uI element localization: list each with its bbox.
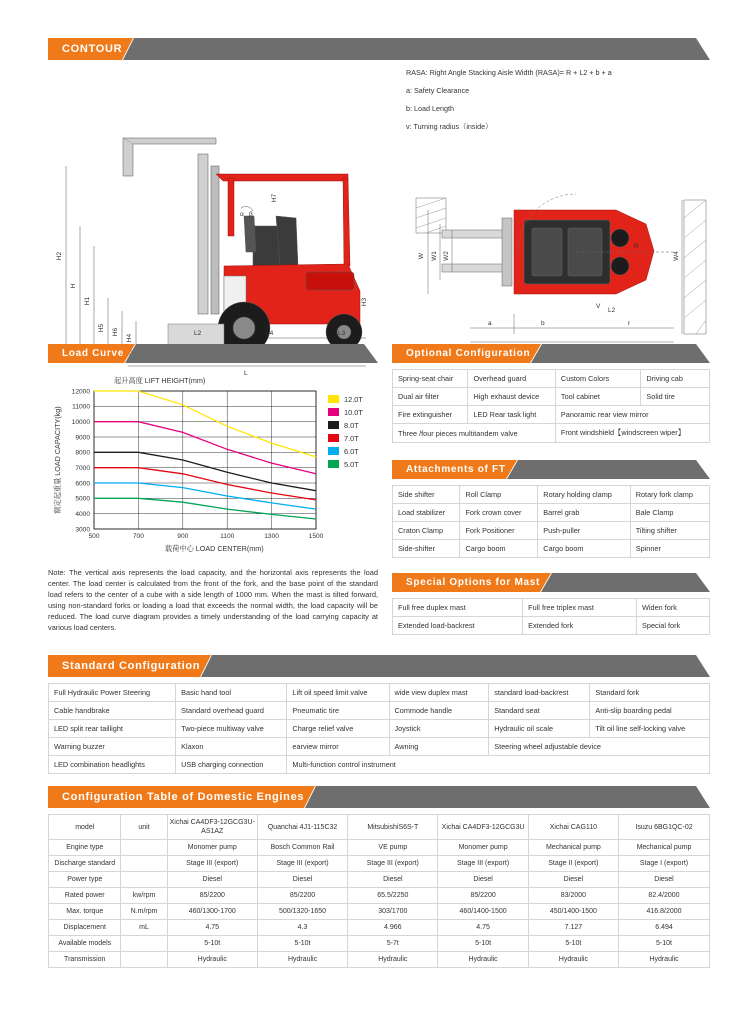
standard-config-cell: Two-piece multiway valve — [176, 720, 287, 738]
engine-cell: 5-10t — [619, 936, 710, 952]
svg-text:L4: L4 — [266, 330, 274, 337]
attachments-header-label: Attachments of FT — [392, 460, 506, 479]
y-tick-label: 9000 — [75, 434, 90, 442]
attachment-cell: Load stabilizer — [393, 504, 460, 522]
engine-column-header: Quanchai 4J1-115C32 — [257, 815, 347, 840]
engine-row-label: Rated power — [49, 888, 121, 904]
svg-text:H6: H6 — [112, 327, 119, 337]
table-row — [49, 738, 710, 756]
engine-cell: Stage III (export) — [438, 856, 528, 872]
rasa-line-3: v: Turning radius（inside） — [406, 122, 493, 131]
engine-cell: Mechanical pump — [619, 840, 710, 856]
engine-cell: 460/1400-1500 — [438, 904, 528, 920]
standard-config-cell: USB charging connection — [176, 756, 287, 774]
standard-table — [48, 683, 710, 774]
svg-text:H1: H1 — [84, 296, 91, 306]
svg-text:W4: W4 — [673, 251, 680, 261]
svg-text:R: R — [634, 243, 639, 250]
contour-section — [48, 38, 710, 377]
engine-table-section — [48, 786, 710, 968]
engine-cell: Diesel — [438, 872, 528, 888]
engine-cell: 7.127 — [528, 920, 618, 936]
contour-side-view — [48, 66, 398, 377]
standard-config-cell: LED split rear taillight — [49, 720, 176, 738]
attachment-cell: Rotary fork clamp — [630, 486, 709, 504]
attachments-section — [392, 460, 710, 558]
table-row — [393, 599, 710, 617]
engine-table — [48, 814, 710, 968]
engine-cell: 5-7t — [348, 936, 438, 952]
attachment-cell: Craton Clamp — [393, 522, 460, 540]
optional-cell: Solid tire — [641, 388, 710, 406]
table-row — [49, 952, 710, 968]
legend-label: 8.0T — [344, 421, 359, 430]
attachment-cell: Tilting shifter — [630, 522, 709, 540]
svg-text:W: W — [418, 252, 425, 260]
chart-plot-area — [94, 391, 316, 529]
mast-option-cell: Full free triplex mast — [523, 599, 637, 617]
engine-cell: Hydraulic — [348, 952, 438, 968]
engine-cell: 303/1700 — [348, 904, 438, 920]
svg-text:H3: H3 — [361, 297, 368, 307]
legend-swatch — [328, 421, 339, 429]
optional-header-label: Optional Configuration — [392, 344, 530, 363]
header-grey-wedge — [518, 460, 710, 479]
mast-table — [392, 598, 710, 635]
engine-column-header: Isuzu 6BG1QC-02 — [619, 815, 710, 840]
table-row — [393, 424, 710, 443]
svg-text:b: b — [541, 320, 545, 327]
y-tick-label: 10000 — [71, 419, 90, 427]
attachment-cell: Cargo boom — [538, 540, 630, 558]
engine-row-label: Max. torque — [49, 904, 121, 920]
table-header-row — [49, 815, 710, 840]
standard-config-cell: Warning buzzer — [49, 738, 176, 756]
x-tick-label: 700 — [132, 533, 144, 540]
attachment-cell: Cargo boom — [460, 540, 538, 558]
attachment-cell: Bale Clamp — [630, 504, 709, 522]
standard-configuration-section — [48, 655, 710, 774]
svg-text:L3: L3 — [338, 330, 346, 337]
svg-text:L2: L2 — [608, 307, 616, 314]
table-row — [49, 684, 710, 702]
engine-cell: 85/2200 — [257, 888, 347, 904]
engine-cell: 4.75 — [167, 920, 257, 936]
header-grey-wedge — [316, 786, 710, 808]
engine-cell: 5-10t — [438, 936, 528, 952]
mast-options-section — [392, 573, 710, 635]
standard-config-cell: Awning — [389, 738, 489, 756]
standard-config-cell: Steering wheel adjustable device — [489, 738, 710, 756]
table-row — [393, 370, 710, 388]
engines-header-label: Configuration Table of Domestic Engines — [48, 786, 304, 808]
engine-row-label: Displacement — [49, 920, 121, 936]
engine-cell: 460/1300-1700 — [167, 904, 257, 920]
rasa-line-2: b: Load Length — [406, 104, 454, 113]
standard-header — [48, 655, 710, 677]
engine-column-header: model — [49, 815, 121, 840]
svg-text:V: V — [596, 303, 601, 310]
standard-config-cell: Pneumatic tire — [287, 702, 389, 720]
standard-config-cell: wide view duplex mast — [389, 684, 489, 702]
svg-text:H5: H5 — [98, 323, 105, 333]
table-row — [49, 888, 710, 904]
engine-cell: 450/1400-1500 — [528, 904, 618, 920]
legend-swatch — [328, 408, 339, 416]
chart-xlabel: 载荷中心 LOAD CENTER(mm) — [165, 544, 264, 553]
attachment-cell: Barrel grab — [538, 504, 630, 522]
y-tick-label: 8000 — [75, 449, 90, 457]
engine-cell: Stage III (export) — [257, 856, 347, 872]
engine-cell: 85/2200 — [438, 888, 528, 904]
mast-option-cell: Extended load-backrest — [393, 617, 523, 635]
engine-row-label: Power type — [49, 872, 121, 888]
optional-cell: LED Rear task light — [468, 406, 555, 424]
load-curve-header — [48, 344, 378, 363]
standard-config-cell: Klaxon — [176, 738, 287, 756]
engine-cell: 416.8/2000 — [619, 904, 710, 920]
standard-config-cell: Standard seat — [489, 702, 590, 720]
optional-cell: Driving cab — [641, 370, 710, 388]
optional-cell: Panoramic rear view mirror — [555, 406, 709, 424]
svg-text:H: H — [70, 283, 77, 289]
table-row — [393, 617, 710, 635]
standard-config-cell: Charge relief valve — [287, 720, 389, 738]
rasa-line-1: a: Safety Clearance — [406, 86, 470, 95]
table-row — [49, 720, 710, 738]
header-grey-wedge — [542, 344, 710, 363]
optional-cell: Three /four pieces multitandem valve — [393, 424, 556, 443]
engine-cell: Hydraulic — [619, 952, 710, 968]
svg-text:W2: W2 — [443, 251, 450, 261]
rasa-note — [406, 66, 718, 134]
engine-column-header: MitsubishiS6S-T — [348, 815, 438, 840]
engine-column-header: Xichai CA4DF3-12GCG3U — [438, 815, 528, 840]
standard-config-cell: Anti-slip boarding pedal — [590, 702, 710, 720]
standard-config-cell: Basic hand tool — [176, 684, 287, 702]
chart-title: 起升高度 LIFT HEIGHT(mm) — [114, 376, 206, 385]
y-tick-label: 11000 — [72, 403, 90, 411]
legend-swatch — [328, 460, 339, 468]
y-tick-label: 7000 — [75, 465, 90, 473]
table-row — [49, 702, 710, 720]
optional-cell: High exhaust device — [468, 388, 555, 406]
table-row — [393, 388, 710, 406]
engine-cell: Monomer pump — [438, 840, 528, 856]
attachment-cell: Roll Clamp — [460, 486, 538, 504]
svg-text:r: r — [628, 320, 631, 327]
engine-row-label: Engine type — [49, 840, 121, 856]
standard-config-cell: Tilt oil line self-locking valve — [590, 720, 710, 738]
attachments-header — [392, 460, 710, 479]
standard-config-cell: LED combination headlights — [49, 756, 176, 774]
attachment-cell: Side shifter — [393, 486, 460, 504]
optional-cell: Overhead guard — [468, 370, 555, 388]
engine-column-header: Xichai CA4DF3-12GCG3U-AS1AZ — [167, 815, 257, 840]
engine-cell: Stage III (export) — [167, 856, 257, 872]
table-row — [393, 486, 710, 504]
table-row — [393, 504, 710, 522]
optional-cell: Custom Colors — [555, 370, 641, 388]
y-tick-label: 6000 — [75, 480, 90, 488]
standard-config-cell: Lift oil speed limit valve — [287, 684, 389, 702]
engine-cell: 5-10t — [167, 936, 257, 952]
svg-text:a: a — [488, 320, 492, 327]
standard-config-cell: Standard fork — [590, 684, 710, 702]
attachment-cell: Fork crown cover — [460, 504, 538, 522]
standard-config-cell: Hydraulic oil scale — [489, 720, 590, 738]
table-row — [393, 406, 710, 424]
svg-text:L2: L2 — [194, 330, 202, 337]
svg-text:β: β — [249, 211, 253, 218]
engine-row-unit — [121, 872, 167, 888]
load-curve-note: Note: The vertical axis represents the load capacity, and the horizontal axis represents the load center. The load center is calculated from the front of the fork, and the base point of the standard load refers to the center of a cube with a side length of 1000 mm. When the mast is tilted forward, using non-standard forks or loading a load that exceeds the normal width, the load capacity will be reduced. The load curve diagram provides a timely understanding of the load carrying capacity at various load centers. — [48, 568, 378, 632]
engine-cell: 5-10t — [257, 936, 347, 952]
legend-label: 6.0T — [344, 447, 359, 456]
standard-config-cell: standard load-backrest — [489, 684, 590, 702]
mast-header — [392, 573, 710, 592]
engine-cell: Diesel — [348, 872, 438, 888]
engine-cell: Hydraulic — [167, 952, 257, 968]
svg-text:H7: H7 — [271, 193, 278, 203]
standard-config-cell: Commode handle — [389, 702, 489, 720]
legend-label: 12.0T — [344, 395, 363, 404]
mast-option-cell: Full free duplex mast — [393, 599, 523, 617]
standard-config-cell: Joystick — [389, 720, 489, 738]
mast-option-cell: Extended fork — [523, 617, 637, 635]
engine-cell: 4.75 — [438, 920, 528, 936]
legend-label: 7.0T — [344, 434, 359, 443]
mast-option-cell: Special fork — [637, 617, 710, 635]
engine-cell: Diesel — [528, 872, 618, 888]
standard-header-label: Standard Configuration — [48, 655, 200, 677]
chart-ylabel: 额定起重量 LOAD CAPACITY(kg) — [53, 406, 62, 514]
engine-cell: 4.3 — [257, 920, 347, 936]
engine-cell: Monomer pump — [167, 840, 257, 856]
attachment-cell: Rotary holding clamp — [538, 486, 630, 504]
engine-row-unit — [121, 936, 167, 952]
engine-column-header: unit — [121, 815, 167, 840]
attachment-cell: Side-shifter — [393, 540, 460, 558]
mast-option-cell: Widen fork — [637, 599, 710, 617]
table-row — [49, 840, 710, 856]
legend-label: 5.0T — [344, 460, 359, 469]
standard-config-cell: Full Hydraulic Power Steering — [49, 684, 176, 702]
engine-cell: Bosch Common Rail — [257, 840, 347, 856]
standard-config-cell: earview mirror — [287, 738, 389, 756]
engine-cell: 5-10t — [528, 936, 618, 952]
engine-cell: 83/2000 — [528, 888, 618, 904]
legend-label: 10.0T — [344, 408, 363, 417]
engine-cell: 85/2200 — [167, 888, 257, 904]
contour-body — [48, 66, 710, 377]
attachment-cell: Fork Positioner — [460, 522, 538, 540]
attachment-cell: Push-puller — [538, 522, 630, 540]
header-grey-wedge — [136, 344, 378, 363]
engine-cell: Stage I (export) — [619, 856, 710, 872]
engine-cell: 6.494 — [619, 920, 710, 936]
contour-header — [48, 38, 710, 60]
legend-swatch — [328, 447, 339, 455]
standard-config-cell: Multi-function control instrument — [287, 756, 710, 774]
table-row — [49, 872, 710, 888]
engine-row-unit — [121, 856, 167, 872]
optional-configuration-section — [392, 344, 710, 443]
svg-text:H4: H4 — [126, 333, 133, 343]
table-row — [393, 540, 710, 558]
optional-header — [392, 344, 710, 363]
optional-table — [392, 369, 710, 443]
legend-swatch — [328, 395, 339, 403]
mast-header-label: Special Options for Mast — [392, 573, 540, 592]
optional-cell: Fire extinguisher — [393, 406, 468, 424]
standard-config-cell: Cable handbrake — [49, 702, 176, 720]
header-grey-wedge — [134, 38, 710, 60]
svg-text:L: L — [244, 370, 248, 377]
engine-row-unit: N.m/rpm — [121, 904, 167, 920]
attachment-cell: Spinner — [630, 540, 709, 558]
engine-cell: Hydraulic — [438, 952, 528, 968]
load-curve-section — [48, 344, 378, 633]
optional-cell: Tool cabinet — [555, 388, 641, 406]
y-tick-label: 4000 — [75, 511, 90, 519]
optional-cell: Spring-seat chair — [393, 370, 468, 388]
engine-row-label: Discharge standard — [49, 856, 121, 872]
engine-row-unit — [121, 952, 167, 968]
x-tick-label: 1100 — [220, 533, 235, 540]
engine-cell: Stage III (export) — [348, 856, 438, 872]
optional-cell: Front windshield【windscreen wiper】 — [555, 424, 709, 443]
engine-row-unit: mL — [121, 920, 167, 936]
svg-text:W1: W1 — [431, 251, 438, 261]
contour-top-view — [398, 66, 718, 356]
rasa-line-0: RASA: Right Angle Stacking Aisle Width (RASA)= R + L2 + b + a — [406, 68, 612, 77]
load-curve-header-label: Load Curve — [48, 344, 124, 363]
engine-row-unit — [121, 840, 167, 856]
engine-cell: 65.5/2250 — [348, 888, 438, 904]
legend-swatch — [328, 434, 339, 442]
x-tick-label: 1300 — [264, 533, 279, 540]
engines-header — [48, 786, 710, 808]
y-tick-label: 12000 — [71, 388, 90, 396]
engine-column-header: Xichai CAG110 — [528, 815, 618, 840]
engine-cell: Mechanical pump — [528, 840, 618, 856]
engine-cell: VE pump — [348, 840, 438, 856]
standard-config-cell: Standard overhead guard — [176, 702, 287, 720]
optional-cell: Dual air filter — [393, 388, 468, 406]
engine-cell: Diesel — [257, 872, 347, 888]
table-row — [49, 904, 710, 920]
engine-row-label: Available models — [49, 936, 121, 952]
header-grey-wedge — [212, 655, 710, 677]
table-row — [49, 856, 710, 872]
engine-cell: 500/1320-1650 — [257, 904, 347, 920]
x-tick-label: 900 — [177, 533, 189, 540]
engine-row-unit: kw/rpm — [121, 888, 167, 904]
svg-text:α: α — [240, 211, 244, 218]
engine-cell: Hydraulic — [257, 952, 347, 968]
y-tick-label: 3000 — [75, 526, 90, 534]
engine-cell: 82.4/2000 — [619, 888, 710, 904]
engine-cell: Hydraulic — [528, 952, 618, 968]
contour-header-label: CONTOUR — [48, 38, 122, 60]
header-grey-wedge — [552, 573, 710, 592]
engine-cell: Diesel — [167, 872, 257, 888]
engine-row-label: Transmission — [49, 952, 121, 968]
table-row — [49, 756, 710, 774]
engine-cell: 4.966 — [348, 920, 438, 936]
load-curve-chart — [48, 369, 378, 561]
engine-cell: Diesel — [619, 872, 710, 888]
x-tick-label: 1500 — [308, 533, 324, 540]
table-row — [49, 936, 710, 952]
svg-text:H2: H2 — [56, 251, 63, 261]
engine-cell: Stage II (export) — [528, 856, 618, 872]
table-row — [49, 920, 710, 936]
y-tick-label: 5000 — [75, 495, 90, 503]
table-row — [393, 522, 710, 540]
x-tick-label: 500 — [88, 533, 100, 540]
attachments-table — [392, 485, 710, 558]
